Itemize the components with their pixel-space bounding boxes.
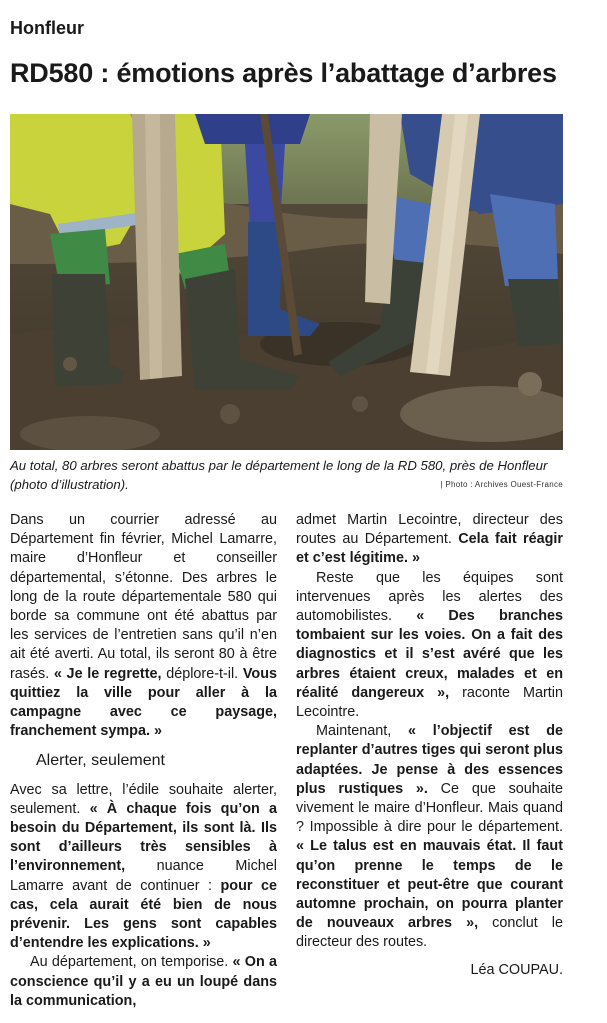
quote: Vous quittiez la ville pour aller à la campagne avec ce paysage, franchement sympa. »: [10, 665, 277, 740]
text: Dans un courrier adressé au Département fin février, Michel Lamarre, maire d’Honfleur et conseiller départemental, s’étonne. Des arbres le long de la route départementale 580 qui borde sa commune ont été abattus par les services de l’entretien sans qu’il n’en ait été averti. Au total, ils seront 80 à être rasés.: [10, 512, 277, 682]
caption-text: Au total, 80 arbres seront abattus par le département le long de la RD 580, près de Honfleur (photo d’illustration).: [10, 458, 548, 492]
paragraph-2: [10, 781, 277, 954]
photo-credit: | Photo : Archives Ouest-France: [440, 480, 563, 489]
paragraph-4: [296, 569, 563, 723]
headline: RD580 : émotions après l’abattage d’arbres: [10, 58, 557, 88]
author-signature: Léa COUPAU.: [470, 961, 563, 978]
paragraph-3: [10, 953, 277, 1011]
text: Ce que souhaite vivement le maire d’Honfleur. Mais quand ? Impossible à dire pour le département.: [296, 780, 563, 836]
text: déplore-t-il.: [166, 665, 243, 682]
kicker: Honfleur: [10, 18, 84, 38]
quote: « l’objectif est de replanter d’autres tiges qui seront plus adaptées. Je pense à des essences plus rustiques ».: [296, 723, 563, 797]
article-column-1: [10, 511, 277, 1011]
text: Maintenant,: [316, 723, 408, 740]
text: Au département, on temporise.: [30, 954, 233, 971]
article-column-2: [296, 511, 563, 980]
quote: « On a conscience qu’il y a eu un loupé dans la communication,: [10, 954, 277, 1009]
article-photo: [10, 114, 563, 450]
quote: « Je le regrette,: [53, 665, 167, 682]
paragraph-1: [10, 511, 277, 741]
quote: pour ce cas, cela aurait été bien de nous prévenir. Les gens sont capables d’entendre les explications. »: [10, 877, 277, 952]
quote: « À chaque fois qu’on a besoin du Département, ils sont là. Ils sont d’ailleurs très sensibles à l’environnement,: [10, 800, 277, 875]
quote: Cela fait réagir et c’est légitime. »: [296, 531, 563, 567]
subheading: Alerter, seulement: [36, 752, 165, 770]
paragraph-3-cont: [296, 511, 563, 569]
text: admet Martin Lecointre, directeur des routes au Département.: [296, 512, 563, 548]
text: nuance Michel Lamarre avant de continuer :: [10, 858, 277, 894]
photo-illustration-icon: [10, 114, 563, 450]
text: Reste que les équipes sont intervenues après les alertes des automobilistes.: [296, 569, 563, 625]
quote: « Le talus est en mauvais état. Il faut qu’on prenne le temps de le reconstituer et peut-être que courant automne prochain, on pourra planter de nouveaux arbres »,: [296, 838, 563, 932]
paragraph-5: [296, 722, 563, 952]
quote: « Des branches tombaient sur les voies. On a fait des diagnostics et il s’est avéré que les arbres étaient creux, malades et en réalité dangereux »,: [296, 608, 564, 701]
text: raconte Martin Lecointre.: [296, 684, 564, 721]
text: Avec sa lettre, l’édile souhaite alerter, seulement.: [10, 781, 277, 817]
text: conclut le directeur des routes.: [296, 915, 563, 951]
